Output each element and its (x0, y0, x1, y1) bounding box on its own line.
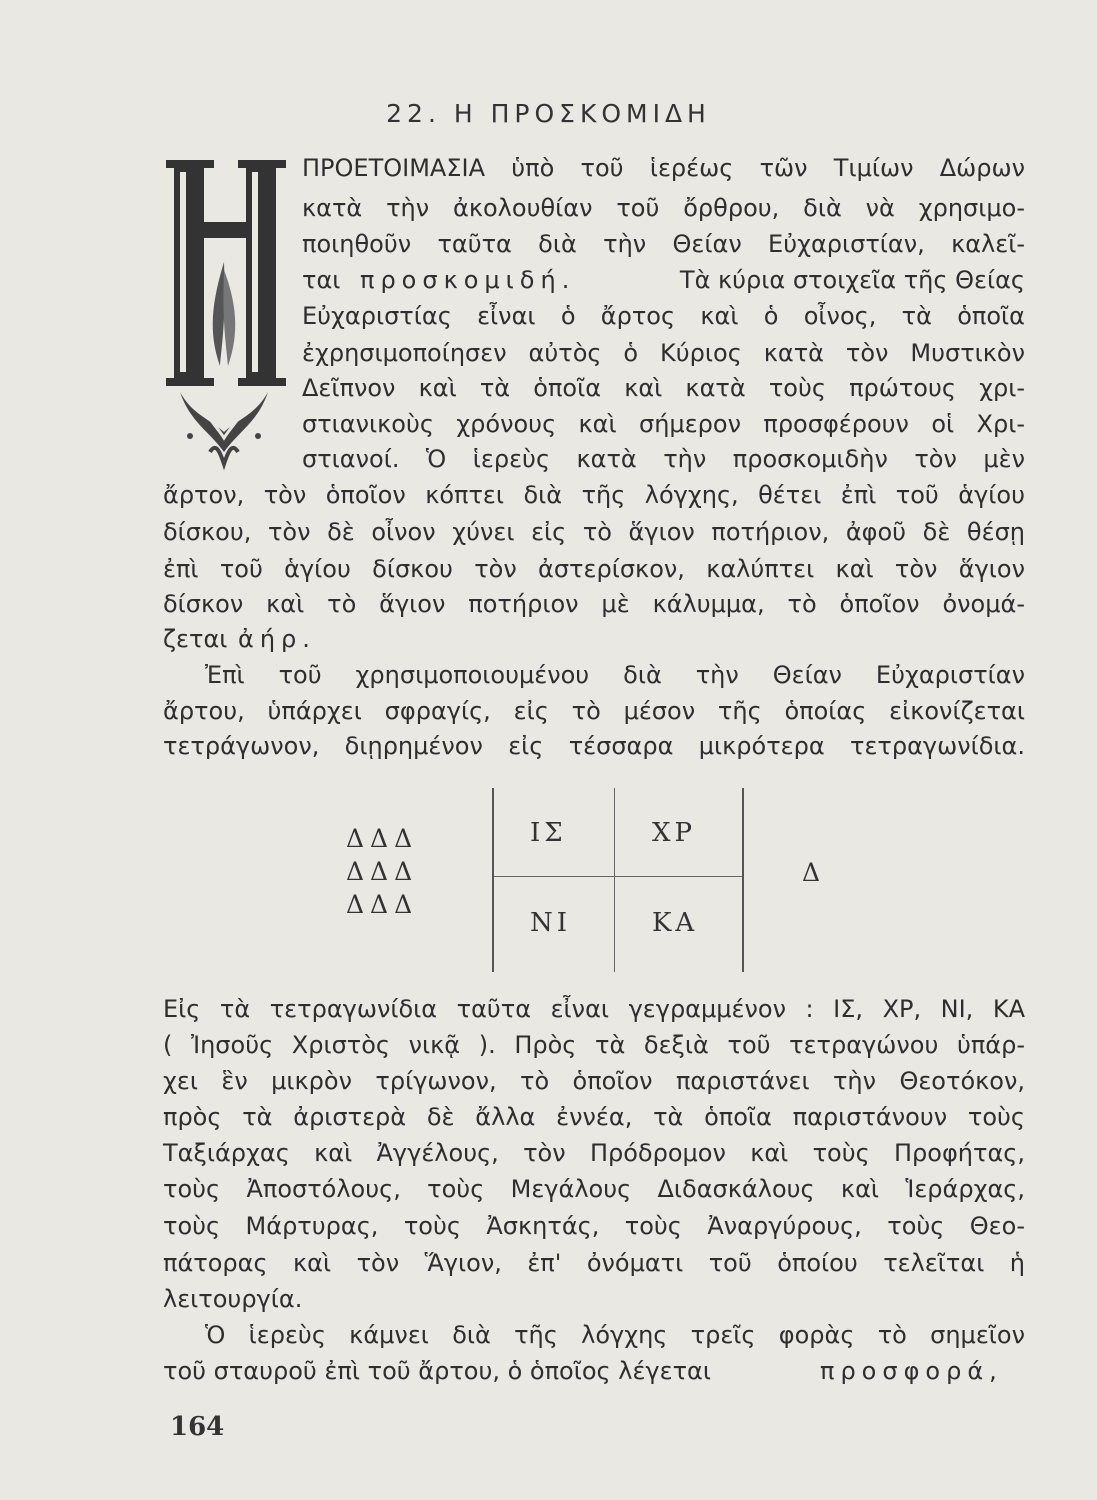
text-line: τοὺς Ἀποστόλους, τοὺς Μεγάλους Διδασκάλους καὶ Ἱεράρχας, (163, 1175, 1025, 1203)
text-line: τετράγωνον, διῃρημένον εἰς τέσσαρα μικρότερα τετραγωνίδια. (163, 732, 1025, 760)
seal-cell: ΙΣ (530, 818, 567, 848)
drop-cap-initial-icon (160, 152, 288, 470)
text-line: κατὰ τὴν ἀκολουθίαν τοῦ ὄρθρου, διὰ νὰ χρησιμο- (302, 194, 1025, 222)
seal-cell: ΝΙ (530, 908, 572, 938)
text-line: λειτουργία. (163, 1285, 303, 1313)
text-line: Δεῖπνον καὶ τὰ ὁποῖα καὶ κατὰ τοὺς πρώτους χρι- (302, 374, 1025, 402)
text-line: ( Ἰησοῦς Χριστὸς νικᾷ ). Πρὸς τὰ δεξιὰ τοῦ τετραγώνου ὑπάρ- (163, 1031, 1025, 1059)
page-number: 164 (170, 1412, 225, 1442)
text-line: πρὸς τὰ ἀριστερὰ δὲ ἄλλα ἐννέα, τὰ ὁποῖα παριστάνουν τοὺς (163, 1103, 1025, 1131)
chapter-title: 22. Η ΠΡΟΣΚΟΜΙΔΗ (386, 99, 711, 128)
seal-cell: ΚΑ (652, 908, 699, 938)
text-line: Εἰς τὰ τετραγωνίδια ταῦτα εἶναι γεγραμμένον : ΙΣ, ΧΡ, ΝΙ, ΚΑ (163, 995, 1025, 1023)
triangle-row: ΔΔΔ (346, 824, 419, 853)
text-line: ζεται (163, 625, 228, 653)
text-line: πάτορας καὶ τὸν Ἅγιον, ἐπ' ὀνόματι τοῦ ὁποίου τελεῖται ἡ (163, 1249, 1025, 1277)
text-line: δίσκον καὶ τὸ ἅγιον ποτήριον μὲ κάλυμμα, τὸ ὁποῖον ὀνομά- (163, 590, 1025, 618)
seal-cell: ΧΡ (652, 818, 697, 848)
text-line: Τὰ κύρια στοιχεῖα τῆς Θείας (679, 266, 1025, 294)
triangle-row: ΔΔΔ (346, 857, 419, 886)
text-line: Ὁ ἱερεὺς κάμνει διὰ τῆς λόγχης τρεῖς φορὰς τὸ σημεῖον (205, 1321, 1025, 1349)
text-line: ἐπὶ τοῦ ἁγίου δίσκου τὸν ἀστερίσκον, καλύπτει καὶ τὸν ἅγιον (163, 555, 1025, 583)
text-line: τοὺς Μάρτυρας, τοὺς Ἀσκητάς, τοὺς Ἀναργύρους, τοὺς Θεο- (163, 1212, 1025, 1240)
triangle-row: ΔΔΔ (346, 890, 419, 919)
spaced-term: προσφορά, (820, 1357, 1003, 1385)
text-line: τοῦ σταυροῦ ἐπὶ τοῦ ἄρτου, ὁ ὁποῖος λέγεται (163, 1357, 711, 1385)
text-line: Ἐπὶ τοῦ χρησιμοποιουμένου διὰ τὴν Θείαν Εὐχαριστίαν (205, 661, 1025, 689)
grid-divider (614, 788, 615, 972)
theotokos-triangle: Δ (802, 858, 827, 887)
text-line: ἄρτου, ὑπάρχει σφραγίς, εἰς τὸ μέσον τῆς ὁποίας εἰκονίζεται (163, 697, 1025, 725)
prosphora-seal-diagram (340, 788, 860, 978)
text-line: Ταξιάρχας καὶ Ἀγγέλους, τὸν Πρόδρομον καὶ τοὺς Προφήτας, (163, 1139, 1025, 1167)
seal-square (492, 788, 744, 972)
spaced-term: ἀήρ. (238, 625, 316, 653)
text-line: στιανοί. Ὁ ἱερεὺς κατὰ τὴν προσκομιδὴν τὸν μὲν (302, 445, 1025, 473)
text-line: ἐχρησιμοποίησεν αὐτὸς ὁ Κύριος κατὰ τὸν Μυστικὸν (302, 339, 1025, 367)
spaced-term: προσκομιδή. (360, 266, 576, 294)
text-line: Εὐχαριστίας εἶναι ὁ ἄρτος καὶ ὁ οἶνος, τὰ ὁποῖα (302, 302, 1025, 330)
text-line: ἄρτον, τὸν ὁποῖον κόπτει διὰ τῆς λόγχης, θέτει ἐπὶ τοῦ ἁγίου (163, 481, 1025, 509)
text-line: ποιηθοῦν ταῦτα διὰ τὴν Θείαν Εὐχαριστίαν, καλεῖ- (302, 230, 1025, 258)
text-line: ται (302, 266, 341, 294)
text-line: ΠΡΟΕΤΟΙΜΑΣΙΑ ὑπὸ τοῦ ἱερέως τῶν Τιμίων Δώρων (302, 154, 1025, 182)
text-line: στιανικοὺς χρόνους καὶ σήμερον προσφέρουν οἱ Χρι- (302, 410, 1025, 438)
grid-divider (494, 876, 742, 877)
text-line: δίσκου, τὸν δὲ οἶνον χύνει εἰς τὸ ἅγιον ποτήριον, ἀφοῦ δὲ θέσῃ (163, 518, 1025, 546)
text-line: χει ἓν μικρὸν τρίγωνον, τὸ ὁποῖον παριστάνει τὴν Θεοτόκον, (163, 1067, 1025, 1095)
